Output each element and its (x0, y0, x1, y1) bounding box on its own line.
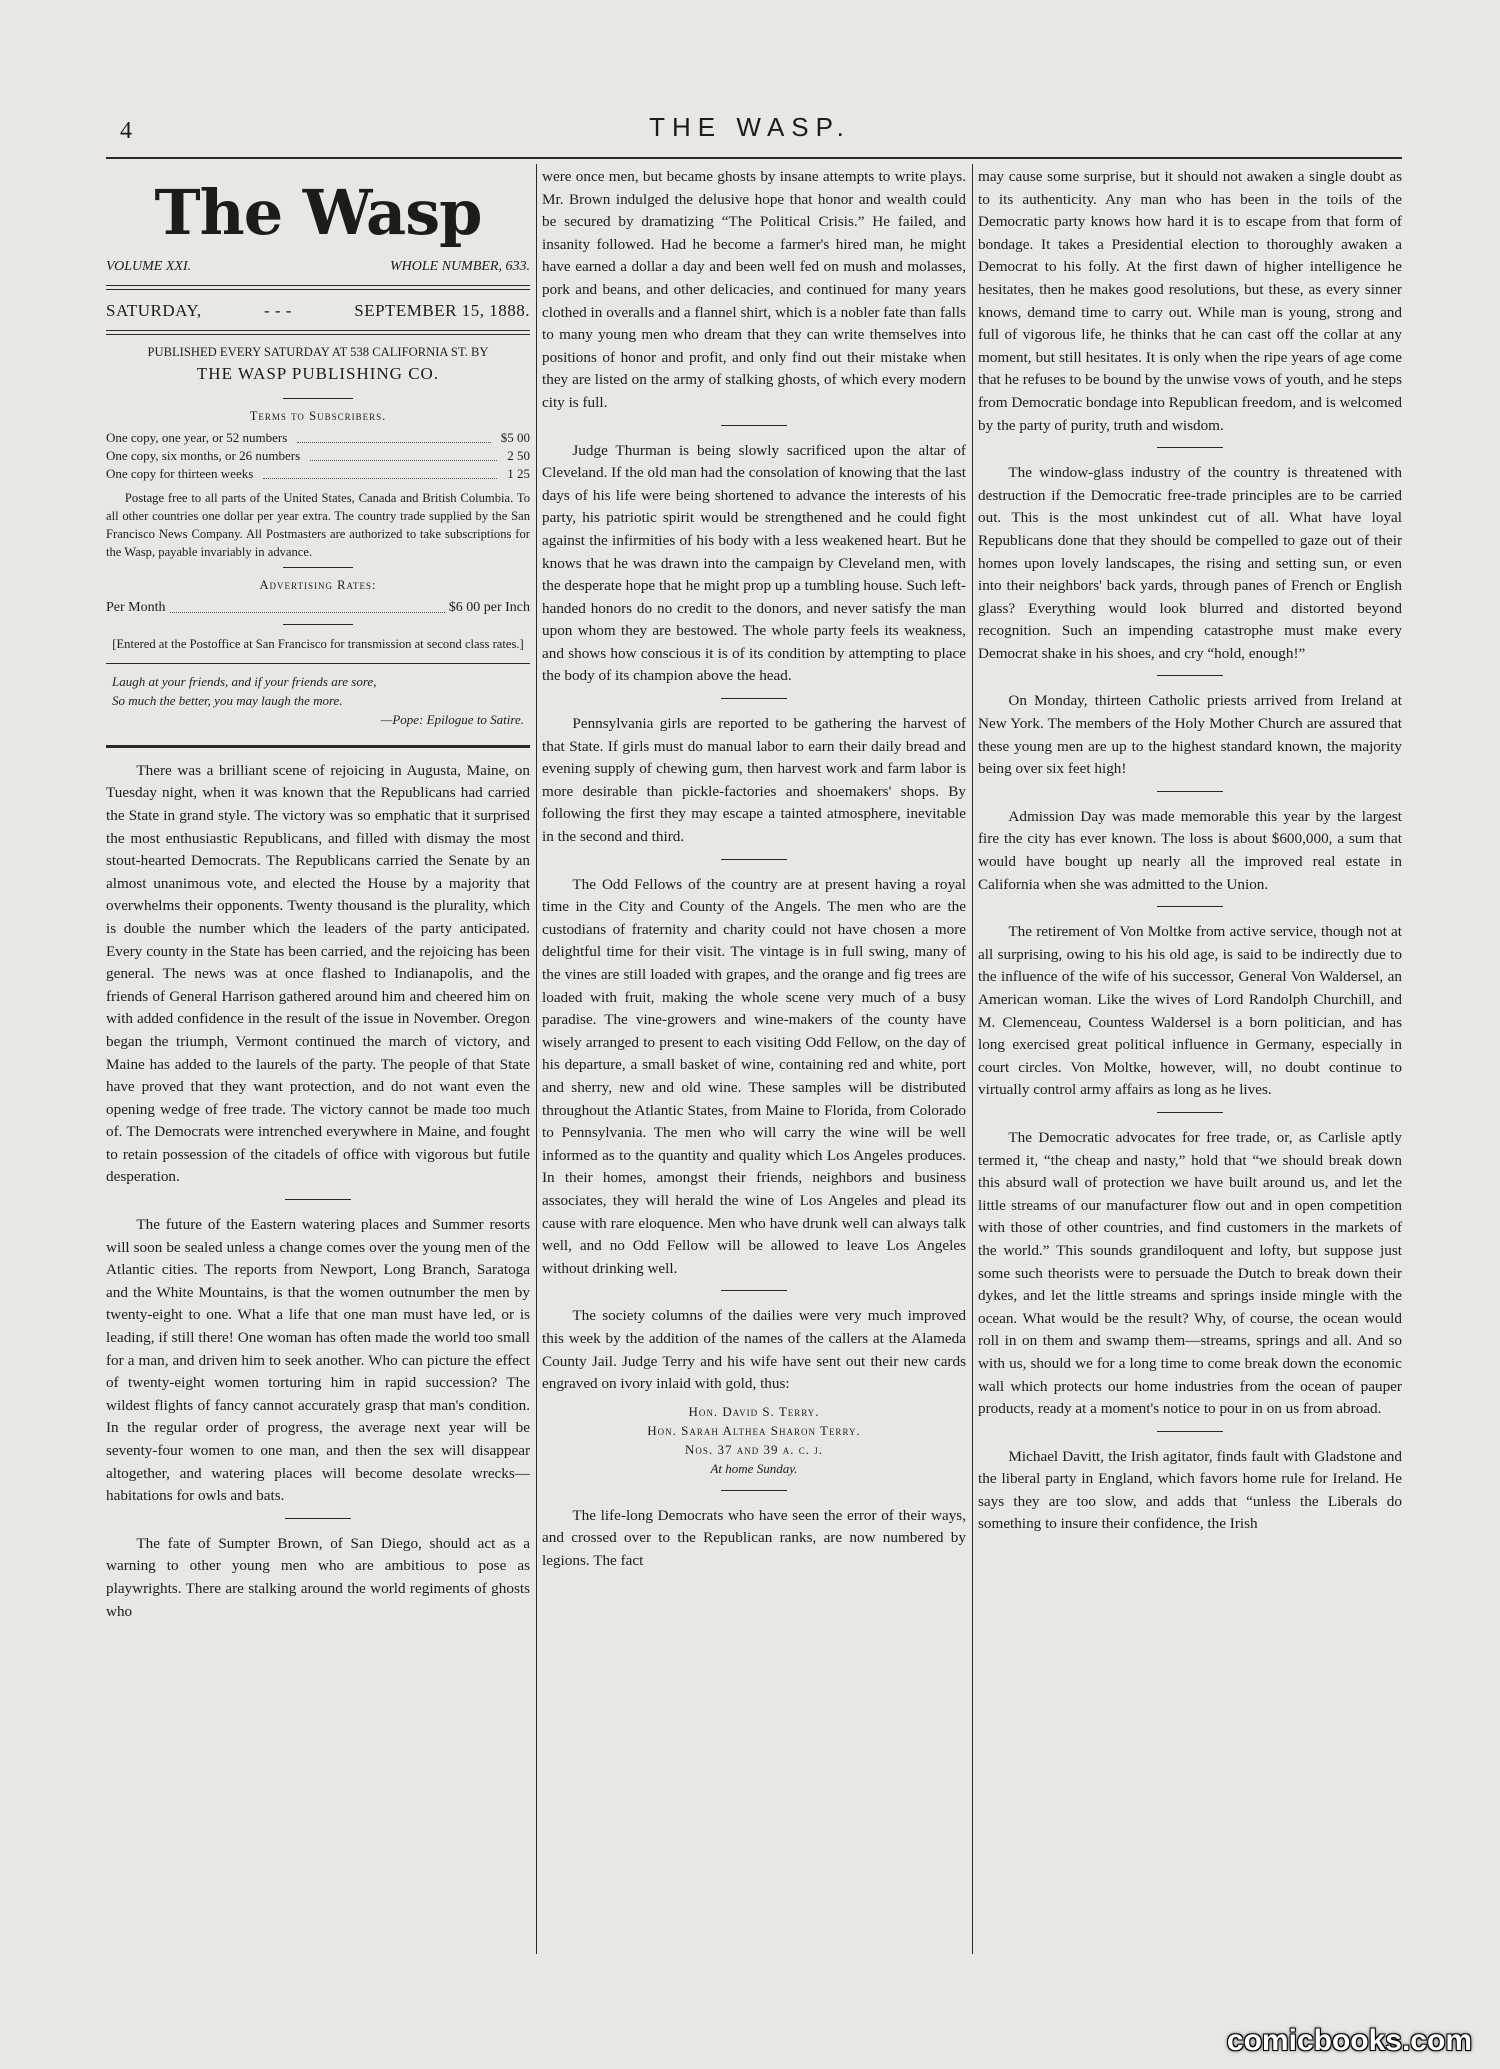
article-paragraph: The window-glass industry of the country is threatened with destruction if the Democratic free-trade principles are to be carried out. This is the most unkindest cut of all. What have loyal Republicans done that they should be compelled to gaze out of their homes upon lovely landscapes, the rising and setting sun, or even into their neighbors' back yards, through panes of French or English glass? Everything would look blurred and distorted beyond recognition. Such an impending catastrophe must make every Democrat shake in his shoes, and cry “hold, enough!” (978, 464, 1402, 662)
postage-note: Postage free to all parts of the United States, Canada and British Columbia. To all other countries one dollar per year extra. The country trade supplied by the San Francisco News Company. All Postmasters are authorized to take subscriptions for the Wasp, payable invariably in advance. (106, 490, 530, 559)
terms-price: 2 50 (507, 447, 530, 463)
postoffice-entry-note: [Entered at the Postoffice at San Francisco for transmission at second class rates.] (112, 636, 524, 651)
column-divider-2 (972, 164, 973, 1954)
advertising-price: $6 00 per Inch (448, 599, 530, 615)
article-separator (285, 1518, 351, 1519)
running-title: THE WASP. (649, 112, 851, 142)
page-number: 4 (120, 118, 132, 144)
watermark: comicbooks.com (1226, 2024, 1472, 2057)
article-paragraph: The retirement of Von Moltke from active service, though not at all surprising, owing to his his old age, is said to be indirectly due to the influence of the wife of his successor, General Von Waldersel, an American woman. Like the wives of Lord Randolph Churchill, and M. Clemenceau, Countess Waldersel is a born politician, and has long exercised great political influence in Germany, especially in court circles. Von Moltke, however, will, no doubt continue to virtually control army affairs as long as he lives. (978, 923, 1402, 1099)
card-line-1: Hon. David S. Terry. (688, 1403, 820, 1419)
article-separator (1157, 447, 1223, 448)
article-separator (285, 1199, 351, 1200)
epigraph-line-2: So much the better, you may laugh the more. (112, 692, 343, 708)
heavy-rule (106, 745, 530, 748)
article-separator (721, 859, 787, 860)
card-line-3: Nos. 37 and 39 a. c. j. (685, 1441, 823, 1457)
card-line-2: Hon. Sarah Althea Sharon Terry. (647, 1422, 861, 1438)
article-paragraph: On Monday, thirteen Catholic priests arrived from Ireland at New York. The members of the Holy Mother Church are assured that these young men are up to the highest standard known, the majority being over six feet high! (978, 692, 1402, 778)
volume: VOLUME XXI. (106, 259, 192, 274)
article-paragraph: The future of the Eastern watering places and Summer resorts will soon be sealed unless a change comes over the young men of the Atlantic cities. The reports from Newport, Long Branch, Saratoga and the White Mountains, is that the women outnumber the men by twenty-eight to one. What a life that one man must have led, or is leading, if still there! One woman has often made the world too small for a man, and driven him to seek another. Who can picture the effect of twenty-eight women torturing him in rapid succession? The wildest flights of fancy cannot accurately grasp that man's condition. In the regular order of progress, the average next year will be seventy-four women to one man, and then the sex will disappear altogether, and watering places will become desolate wrecks—habitations for owls and bats. (106, 1216, 530, 1505)
dot-leader (170, 593, 445, 613)
terms-label: One copy, one year, or 52 numbers (106, 429, 288, 445)
epigraph-line-1: Laugh at your friends, and if your friends are sore, (112, 673, 377, 689)
volume-line (106, 256, 530, 279)
article-paragraph: Pennsylvania girls are reported to be gathering the harvest of that State. If girls must do manual labor to earn their daily bread and evening supply of chewing gum, then harvest work and farm labor is more desirable than pickle-factories and shoemakers' shops. By following the first they may escape a tainted atmosphere, inevitable in the second and third. (542, 715, 966, 846)
terms-price: 1 25 (507, 465, 530, 481)
article-paragraph: The Democratic advocates for free trade, or, as Carlisle aptly termed it, “the cheap and nasty,” hold that “we should break down this absurd wall of protection we have built around us, and let the little streams of our manufacturer flow out and in open competition with those of other countries, and find customers in the markets of the world.” This sounds grandiloquent and lofty, but suppose just some such theorists were to persuade the Dutch to break down their dykes, and let the little streams and springs inside mingle with the ocean. What would be the result? Why, of course, the ocean would roll in on them and swamp them—streams, springs and all. And so with us, should we for a long time to come break down the economic wall which protects our home industries from the ocean of pauper products, ready at a moment's notice to pour in on us from abroad. (978, 1128, 1402, 1418)
whole-number: WHOLE NUMBER, 633. (390, 259, 530, 274)
article-paragraph: were once men, but became ghosts by insane attempts to write plays. Mr. Brown indulged the delusive hope that honor and wealth could be secured by dramatizing “The Political Crisis.” He failed, and insanity followed. Had he become a farmer's hired man, he might have earned a dollar a day and been well fed on mush and molasses, pork and beans, and other delicacies, and continued for many years clothed in overalls and a flannel shirt, which is a nobler fate than falls to many young men who dream that they can write themselves into positions of honor and profit, and only find out their mistake when they are listed on the army of stalking ghosts, of which every modern city is full. (542, 168, 966, 411)
calling-card (542, 1402, 966, 1478)
article-paragraph: may cause some surprise, but it should not awaken a single doubt as to its authenticity. Any man who has been in the toils of the Democratic party knows how hard it is to escape from that form of bondage. It takes a Presidential election to thoroughly awaken a Democrat to his folly. At the first dawn of higher intelligence he hesitates, then he makes good resolutions, but these, as every sinner knows, demand time to carry out. While man is young, strong and full of vigorous life, he thinks that he can cast off the collar at any moment, but still hesitates. It is only when the ripe years of age come that he refuses to be bound by the unwise vows of youth, and he steps from Democratic bondage into Republican freedom, and is welcomed by the party of purity, truth and wisdom. (978, 168, 1402, 434)
issue-date-line (106, 300, 530, 323)
epigraph (106, 663, 530, 737)
column-divider-1 (536, 164, 537, 1954)
advertising-label: Per Month (106, 599, 166, 615)
article-paragraph: Admission Day was made memorable this year by the largest fire the city has ever known. The loss is about $600,000, a sum that would have bought up nearly all the improved real estate in California when she was admitted to the Union. (978, 807, 1402, 893)
issue-day: SATURDAY, (106, 300, 202, 320)
double-rule (106, 285, 530, 290)
terms-row (106, 465, 530, 483)
epigraph-attribution: —Pope: Epilogue to Satire. (380, 711, 524, 727)
article-separator (721, 698, 787, 699)
published-line: PUBLISHED EVERY SATURDAY AT 538 CALIFORNIA ST. BY (147, 345, 489, 360)
publisher-name: THE WASP PUBLISHING CO. (196, 364, 440, 384)
article-separator (721, 425, 787, 426)
article-paragraph: Judge Thurman is being slowly sacrificed upon the altar of Cleveland. If the old man had the consolation of knowing that the last days of his life were being shortened to advance the interests of his party, his patriotic spirit would be strengthened and he could fight against the infirmities of his body with a less weakened heart. But he knows that he was drawn into the campaign by Cleveland men, with the desperate hope that he might prop up a tumbling house. Such left-handed honors do no credit to the donors, and never satisfy the man upon whom they are bestowed. The whole party feels its weakness, and shows how conscious it is of its condition by attempting to place the body of its champion above the head. (542, 441, 966, 685)
terms-title: Terms to Subscribers. (249, 408, 387, 423)
article-separator (1157, 1112, 1223, 1113)
terms-price: $5 00 (500, 429, 530, 445)
terms-label: One copy, six months, or 26 numbers (106, 447, 301, 463)
double-rule (106, 330, 530, 335)
rule (283, 567, 353, 568)
column-1 (106, 166, 530, 1623)
article-paragraph: Michael Davitt, the Irish agitator, finds fault with Gladstone and the liberal party in England, which favors home rule for Ireland. He says they are too slow, and adds that “unless the Liberals do something to insure their confidence, the Irish (978, 1447, 1402, 1533)
advertising-title: Advertising Rates: (259, 577, 377, 592)
rule (283, 624, 353, 625)
article-paragraph: There was a brilliant scene of rejoicing in Augusta, Maine, on Tuesday night, when it was known that the Republicans had carried the State in grand style. The victory was so emphatic that it surprised the most enthusiastic Republicans, and filled with dismay the most stout-hearted Democrats. The Republicans carried the Senate by an almost unanimous vote, and elected the House by a majority that overwhelms their opponents. Twenty thousand is the plurality, which is double the number which the leaders of the party anticipated. Every county in the State has been carried, and the rejoicing has been general. The news was at once flashed to Indianapolis, and the friends of General Harrison gathered around him and cheered him on with added confidence in the result of the issue in November. Oregon began the triumph, Vermont continued the march of victory, and Maine has added to the laurels of the party. The people of that State have proved that they want protection, and do not want even the opening wedge of free trade. The victory cannot be made too much of. The Democrats were intrenched everywhere in Maine, and fought to retain possession of the citadels of office with vigorous but futile desperation. (106, 761, 530, 1186)
article-paragraph: The Odd Fellows of the country are at present having a royal time in the City and County of the Angels. The men who are the custodians of fraternity and charity could not have chosen a more delightful time for their visit. The vintage is in full swing, many of the vines are still loaded with grapes, and the orange and fig trees are loaded with fruit, making the whole scene very much of a busy paradise. The vine-growers and wine-makers of the county have wisely arranged to present to each visiting Odd Fellow, on the day of his departure, a small basket of wine, containing red and white, port and sherry, new and old wine. These samples will be distributed throughout the Atlantic States, from Maine to Florida, from Colorado to Pennsylvania. The men who will carry the wine will be well informed as to the quantity and quality which Los Angeles produces. In their homes, amongst their friends, neighbors and business associates, they will herald the wine of Los Angeles and plead its cause with rare eloquence. Men who have drunk well can always talk well, and no Odd Fellow will be allowed to leave Los Angeles without drinking well. (542, 875, 966, 1277)
article-separator (721, 1290, 787, 1291)
article-separator (1157, 906, 1223, 907)
terms-label: One copy for thirteen weeks (106, 465, 254, 481)
column-3 (978, 166, 1402, 1536)
issue-date: SEPTEMBER 15, 1888. (354, 300, 530, 320)
article-paragraph: The society columns of the dailies were very much improved this week by the addition of the names of the callers at the Alameda County Jail. Judge Terry and his wife have sent out their new cards engraved on ivory inlaid with gold, thus: (542, 1307, 966, 1393)
article-separator (721, 1490, 787, 1491)
dot-leader (310, 443, 497, 461)
date-dashes: - - - (263, 300, 292, 320)
top-rule (106, 157, 1402, 159)
masthead-logo: The Wasp (154, 176, 482, 249)
article-separator (1157, 675, 1223, 676)
card-line-4: At home Sunday. (710, 1460, 798, 1476)
dot-leader (263, 461, 497, 479)
rule (283, 398, 353, 399)
article-separator (1157, 791, 1223, 792)
advertising-row (106, 598, 530, 618)
article-paragraph: The life-long Democrats who have seen the error of their ways, and crossed over to the Republican ranks, are now numbered by legions. The fact (542, 1506, 966, 1569)
article-paragraph: The fate of Sumpter Brown, of San Diego, should act as a warning to other young men who are ambitious to pose as playwrights. There are stalking around the world regiments of ghosts who (106, 1534, 530, 1620)
article-separator (1157, 1431, 1223, 1432)
dot-leader (297, 425, 490, 443)
column-2 (542, 166, 966, 1572)
